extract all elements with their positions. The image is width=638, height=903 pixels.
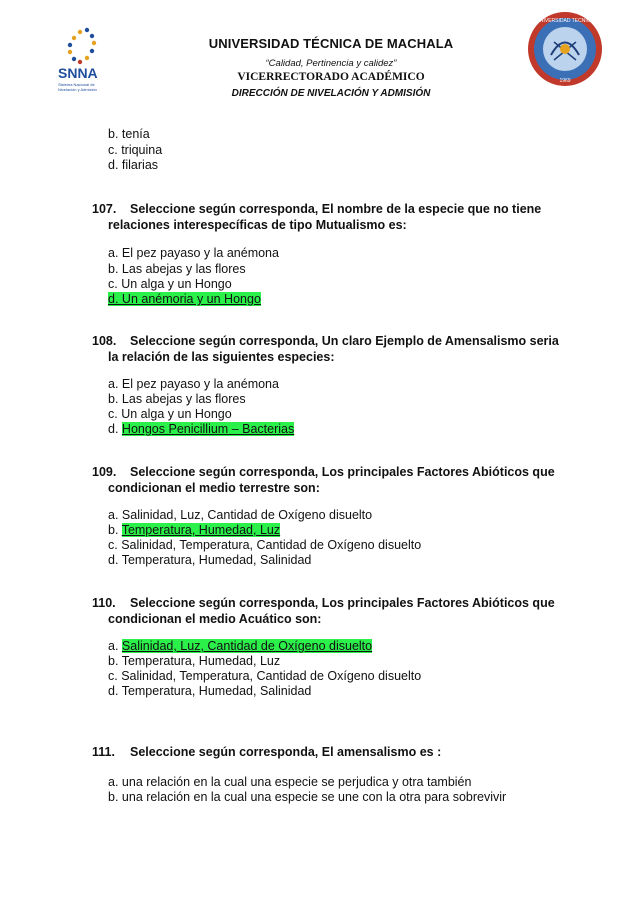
option-d[interactable]: d. Temperatura, Humedad, Salinidad bbox=[108, 684, 312, 698]
option-c[interactable]: c. Un alga y un Hongo bbox=[108, 407, 232, 421]
prev-option: c. triquina bbox=[108, 143, 163, 157]
question-111-stem: 111. Seleccione según corresponda, El amensalismo es : bbox=[92, 745, 442, 759]
svg-text:Nivelación y Admisión: Nivelación y Admisión bbox=[58, 87, 97, 92]
svg-text:SNNA: SNNA bbox=[58, 65, 98, 81]
option-b[interactable]: b. Las abejas y las flores bbox=[108, 262, 246, 276]
prev-option: d. filarias bbox=[108, 158, 159, 172]
option-d-correct[interactable]: d. Un anémoria y un Hongo bbox=[108, 292, 261, 306]
option-a[interactable]: a. una relación en la cual una especie se perjudica y otra también bbox=[108, 775, 472, 789]
question-107-stem: 107. Seleccione según corresponda, El nombre de la especie que no tiene bbox=[92, 202, 542, 216]
question-110-stem-cont: condicionan el medio Acuático son: bbox=[108, 612, 322, 626]
option-a[interactable]: a. Salinidad, Luz, Cantidad de Oxígeno disuelto bbox=[108, 508, 373, 522]
vicerrectorado: VICERRECTORADO ACADÉMICO bbox=[237, 71, 425, 83]
question-108-stem-cont: la relación de las siguientes especies: bbox=[108, 350, 335, 364]
svg-text:UNIVERSIDAD TECNICA: UNIVERSIDAD TECNICA bbox=[536, 18, 594, 24]
option-a[interactable]: a. El pez payaso y la anémona bbox=[108, 377, 279, 391]
question-107-stem-cont: relaciones interespecíficas de tipo Mutualismo es: bbox=[108, 218, 407, 232]
motto: “Calidad, Pertinencia y calidez” bbox=[265, 58, 397, 69]
option-a[interactable]: a. El pez payaso y la anémona bbox=[108, 246, 279, 260]
option-c[interactable]: c. Salinidad, Temperatura, Cantidad de Oxígeno disuelto bbox=[108, 538, 422, 552]
option-d-correct[interactable]: d. Hongos Penicillium – Bacterias bbox=[108, 422, 295, 436]
option-a-correct[interactable]: a. Salinidad, Luz, Cantidad de Oxígeno disuelto bbox=[108, 639, 373, 653]
svg-text:Sistema Nacional de: Sistema Nacional de bbox=[58, 82, 95, 87]
option-c[interactable]: c. Salinidad, Temperatura, Cantidad de Oxígeno disuelto bbox=[108, 669, 422, 683]
prev-option: b. tenía bbox=[108, 127, 150, 141]
question-110-stem: 110. Seleccione según corresponda, Los principales Factores Abióticos que bbox=[92, 596, 555, 610]
option-b-correct[interactable]: b. Temperatura, Humedad, Luz bbox=[108, 523, 281, 537]
option-d[interactable]: d. Temperatura, Humedad, Salinidad bbox=[108, 553, 312, 567]
option-b[interactable]: b. Las abejas y las flores bbox=[108, 392, 246, 406]
question-109-stem: 109. Seleccione según corresponda, Los principales Factores Abióticos que bbox=[92, 465, 555, 479]
university-title: UNIVERSIDAD TÉCNICA DE MACHALA bbox=[208, 36, 454, 51]
question-109-stem-cont: condicionan el medio terrestre son: bbox=[108, 481, 320, 495]
option-c[interactable]: c. Un alga y un Hongo bbox=[108, 277, 232, 291]
svg-text:1969: 1969 bbox=[559, 78, 571, 84]
option-b[interactable]: b. Temperatura, Humedad, Luz bbox=[108, 654, 281, 668]
option-b[interactable]: b. una relación en la cual una especie se une con la otra para sobrevivir bbox=[108, 790, 507, 804]
question-108-stem: 108. Seleccione según corresponda, Un claro Ejemplo de Amensalismo seria bbox=[92, 334, 559, 348]
direccion: DIRECCIÓN DE NIVELACIÓN Y ADMISIÓN bbox=[231, 88, 431, 99]
